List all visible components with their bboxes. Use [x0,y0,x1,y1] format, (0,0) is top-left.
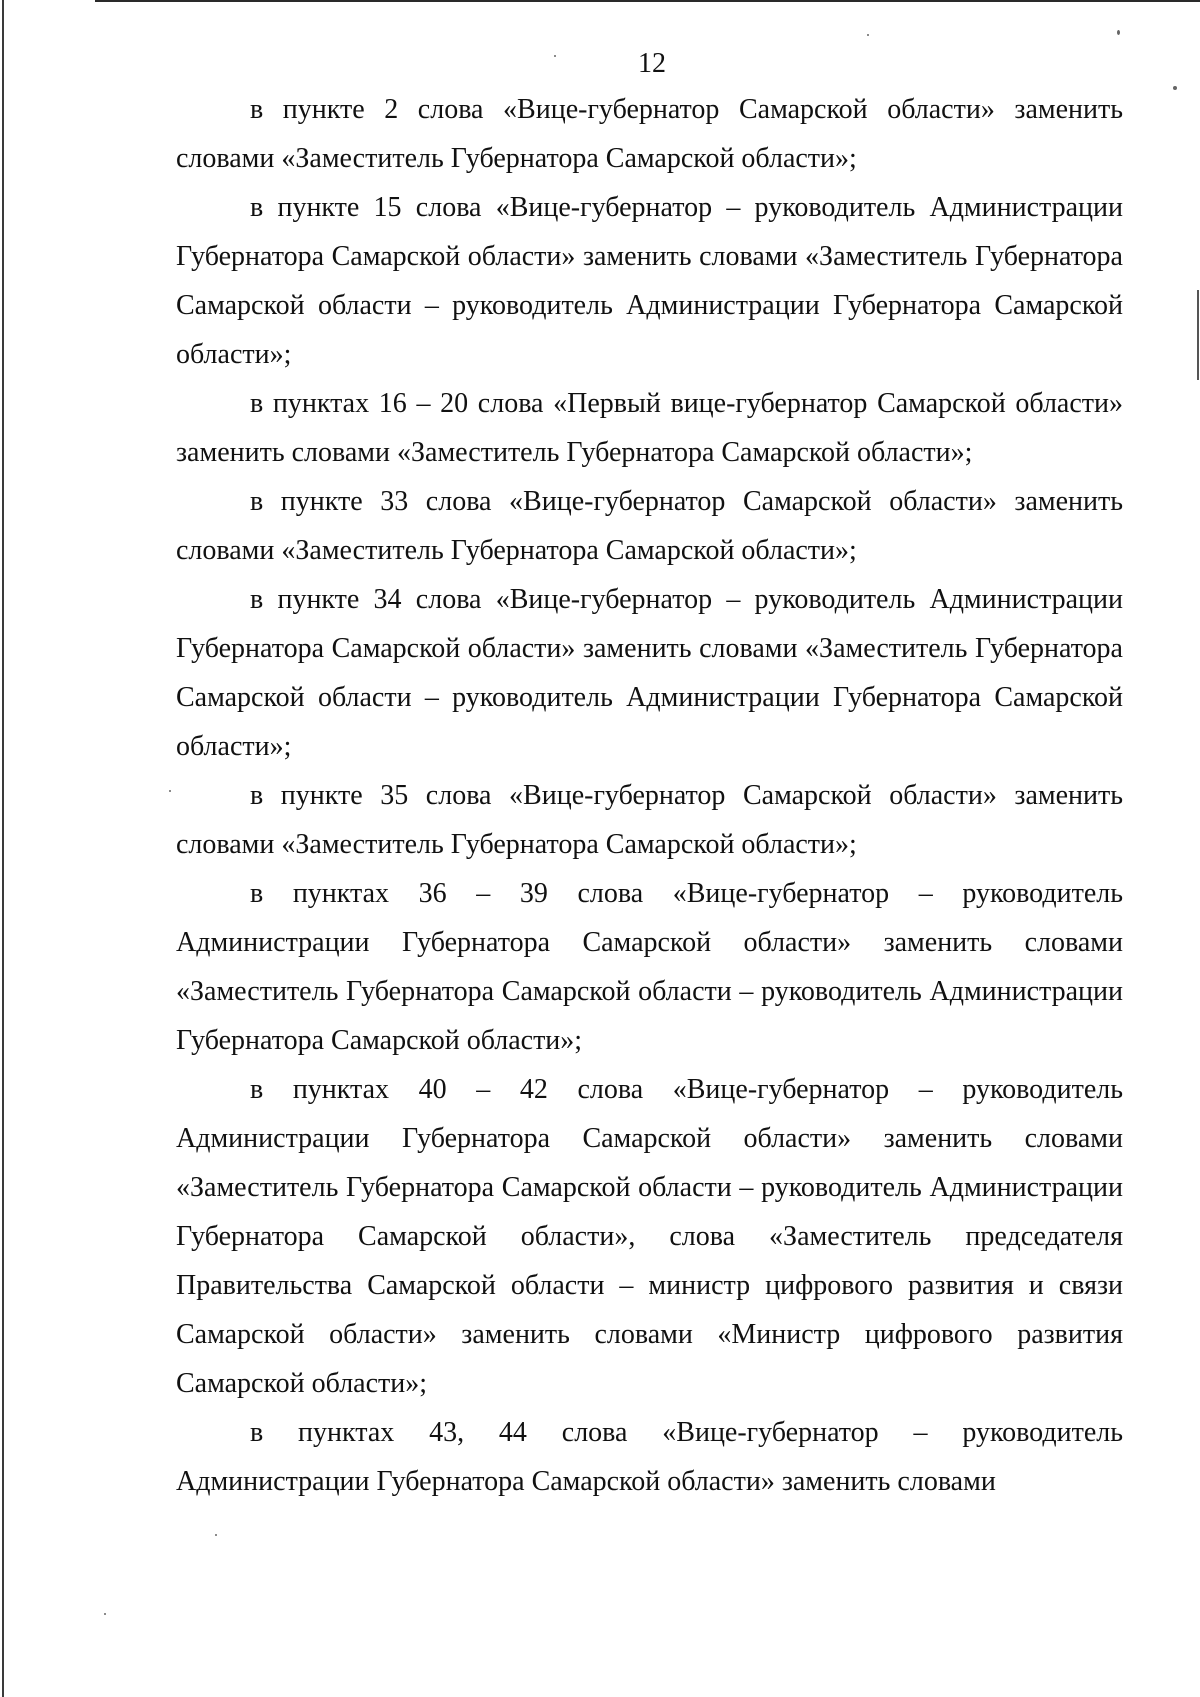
scan-speck [1117,30,1120,35]
paragraph: в пунктах 36 – 39 слова «Вице-губернатор – руководитель Администрации Губернатора Самарской области» заменить словами «Заместитель Губернатора Самарской области – руководитель Администрации Губернатора Самарской области»; [176,878,1123,1056]
scan-speck [104,1613,106,1615]
scan-edge-left [2,0,4,1697]
paragraph: в пункте 2 слова «Вице-губернатор Самарской области» заменить словами «Заместитель Губернатора Самарской области»; [176,94,1123,174]
scan-speck [169,790,171,792]
paragraph: в пункте 33 слова «Вице-губернатор Самарской области» заменить словами «Заместитель Губернатора Самарской области»; [176,486,1123,566]
paragraph: в пунктах 40 – 42 слова «Вице-губернатор – руководитель Администрации Губернатора Самарской области» заменить словами «Заместитель Губернатора Самарской области – руководитель Администрации Губернатора Самарской области», слова «Заместитель председателя Правительства Самарской области – министр цифрового развития и связи Самарской области» заменить словами «Министр цифрового развития Самарской области»; [176,1074,1123,1399]
scan-speck [215,1534,217,1536]
scan-edge-top [95,0,1200,2]
paragraph: в пункте 34 слова «Вице-губернатор – руководитель Администрации Губернатора Самарской области» заменить словами «Заместитель Губернатора Самарской области – руководитель Администрации Губернатора Самарской области»; [176,584,1123,762]
scan-speck [1173,86,1177,90]
paragraph: в пунктах 43, 44 слова «Вице-губернатор – руководитель Администрации Губернатора Самарской области» заменить словами [176,1417,1123,1497]
paragraph: в пункте 15 слова «Вице-губернатор – руководитель Администрации Губернатора Самарской области» заменить словами «Заместитель Губернатора Самарской области – руководитель Администрации Губернатора Самарской области»; [176,192,1123,370]
paragraph: в пунктах 16 – 20 слова «Первый вице-губернатор Самарской области» заменить словами «Заместитель Губернатора Самарской области»; [176,388,1123,468]
paragraph: в пункте 35 слова «Вице-губернатор Самарской области» заменить словами «Заместитель Губернатора Самарской области»; [176,780,1123,860]
document-body [176,85,1123,1506]
scan-speck [867,34,869,36]
scan-edge-right-mark [1197,290,1199,380]
page-number: 12 [638,48,666,79]
